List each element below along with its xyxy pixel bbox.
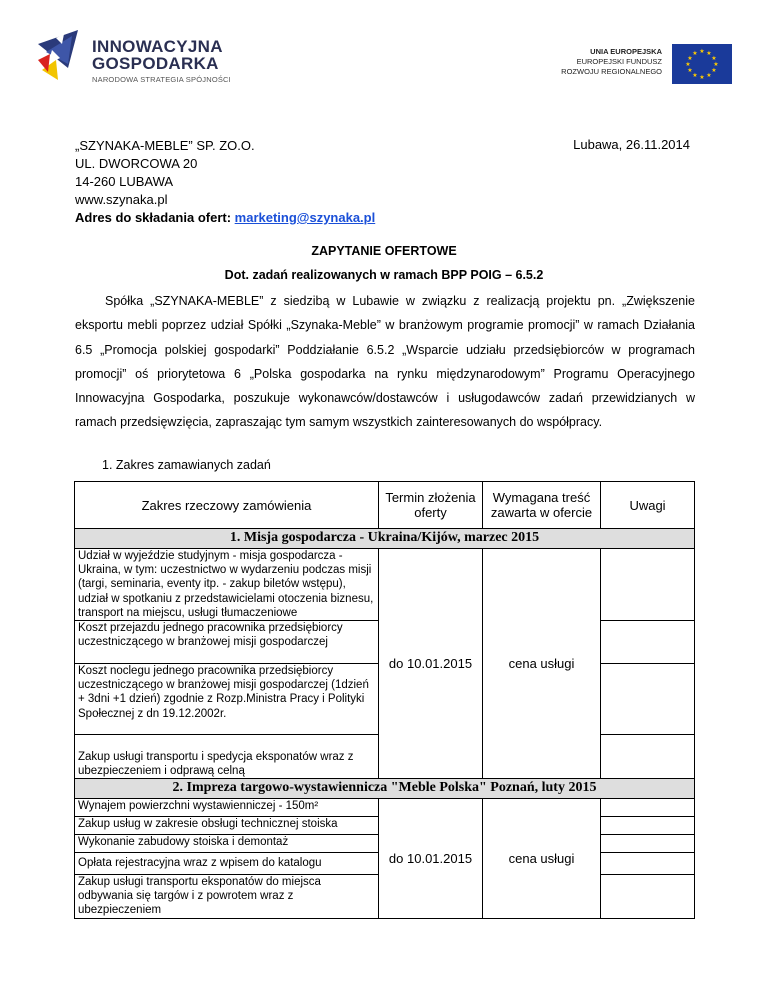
header-scope: Zakres rzeczowy zamówienia	[75, 482, 379, 529]
section-title: 2. Impreza targowo-wystawiennicza "Meble Polska" Poznań, luty 2015	[75, 779, 695, 799]
document-title: ZAPYTANIE OFERTOWE	[311, 244, 457, 258]
deadline-cell: do 10.01.2015	[379, 549, 483, 779]
notes-cell	[601, 664, 695, 735]
item-cell: Koszt noclegu jednego pracownika przedsiębiorcy uczestniczącego w branżowej misji gospodarczej (1dzień + 3dni +1 dzień) zgodnie z Rozp.Ministra Pracy i Polityki Społecznej z dn 19.12.2002r.	[75, 664, 379, 735]
innovative-economy-logo	[38, 30, 258, 90]
notes-cell	[601, 835, 695, 853]
deadline-cell: do 10.01.2015	[379, 799, 483, 919]
notes-cell	[601, 799, 695, 817]
table-row	[75, 799, 695, 817]
svg-text:★: ★	[711, 67, 717, 74]
table-row	[75, 549, 695, 621]
section-row	[75, 779, 695, 799]
sender-address	[75, 137, 375, 227]
intro-paragraph: Spółka „SZYNAKA-MEBLE” z siedzibą w Lubawie w związku z realizacją projektu pn. „Zwiększenie eksportu mebli poprzez udział Spółki „Szynaka-Meble” w branżowym programie promocji” w ramach Działania 6.5 „Promocja polskiej gospodarki” Poddziałanie 6.5.2 „Wsparcie udziału przedsiębiorców w programach promocji” oś priorytetowa 6 „Polska gospodarka na rynku międzynarodowym” Programu Operacyjnego Innowacyjna Gospodarka, poszukuje wykonawców/dostawców i usługodawców zadań przewidzianych w ramach przedsięwzięcia, zapraszając tym samym wszystkich zainteresowanych do współpracy.	[75, 294, 695, 430]
logo-line-1: INNOWACYJNA	[92, 37, 223, 56]
item-cell: Opłata rejestracyjna wraz z wpisem do katalogu	[75, 853, 379, 875]
svg-text:★: ★	[713, 61, 719, 68]
svg-text:★: ★	[706, 72, 712, 79]
svg-text:★: ★	[699, 74, 705, 81]
notes-cell	[601, 853, 695, 875]
svg-text:★: ★	[706, 50, 712, 57]
document-subtitle: Dot. zadań realizowanych w ramach BPP POIG – 6.5.2	[224, 268, 544, 282]
eu-text-line-3: ROZWOJU REGIONALNEGO	[561, 67, 662, 76]
innovative-economy-logo-icon	[38, 30, 88, 82]
svg-text:★: ★	[685, 61, 691, 68]
header-deadline: Termin złożenia oferty	[379, 482, 483, 529]
item-cell: Wykonanie zabudowy stoiska i demontaż	[75, 835, 379, 853]
sender-city: 14-260 LUBAWA	[75, 174, 174, 189]
item-cell: Koszt przejazdu jednego pracownika przedsiębiorcy uczestniczącego w branżowej misji gospodarczej	[75, 621, 379, 664]
eu-text-line-1: UNIA EUROPEJSKA	[590, 47, 662, 56]
item-cell: Zakup usługi transportu i spedycja eksponatów wraz z ubezpieczeniem i odprawą celną	[75, 735, 379, 779]
content-cell: cena usługi	[483, 799, 601, 919]
notes-cell	[601, 549, 695, 621]
eu-text-line-2: EUROPEJSKI FUNDUSZ	[576, 57, 662, 66]
section-title: 1. Misja gospodarcza - Ukraina/Kijów, marzec 2015	[75, 529, 695, 549]
eu-logo-text	[561, 47, 662, 77]
svg-text:★: ★	[699, 48, 705, 55]
section-row	[75, 529, 695, 549]
svg-text:★: ★	[692, 72, 698, 79]
notes-cell	[601, 621, 695, 664]
item-cell: Wynajem powierzchni wystawienniczej - 150m²	[75, 799, 379, 817]
notes-cell	[601, 875, 695, 919]
svg-text:★: ★	[687, 55, 693, 62]
content-cell: cena usługi	[483, 549, 601, 779]
sender-street: UL. DWORCOWA 20	[75, 156, 198, 171]
table-header-row	[75, 482, 695, 529]
sender-company: „SZYNAKA-MEBLE” SP. ZO.O.	[75, 138, 255, 153]
notes-cell	[601, 735, 695, 779]
notes-cell	[601, 817, 695, 835]
list-item-scope: 1. Zakres zamawianych zadań	[102, 458, 271, 472]
logo-line-3: NARODOWA STRATEGIA SPÓJNOŚCI	[92, 75, 231, 84]
offer-table	[74, 481, 695, 919]
item-cell: Zakup usługi transportu eksponatów do miejsca odbywania się targów i z powrotem wraz z ubezpieczeniem	[75, 875, 379, 919]
item-cell: Udział w wyjeździe studyjnym - misja gospodarcza - Ukraina, w tym: uczestnictwo w wydarzeniu podczas misji (targi, seminaria, eventy itp. - zakup biletów wstępu), udział w spotkaniu z przedstawicielami otoczenia biznesu, transport na miejscu, usługi tłumaczeniowe	[75, 549, 379, 621]
svg-text:★: ★	[711, 55, 717, 62]
svg-text:★: ★	[692, 50, 698, 57]
eu-flag-icon	[672, 44, 732, 84]
place-date: Lubawa, 26.11.2014	[573, 137, 690, 152]
svg-text:★: ★	[687, 67, 693, 74]
offers-address-line	[75, 209, 375, 227]
header-notes: Uwagi	[601, 482, 695, 529]
offers-email-link[interactable]: marketing@szynaka.pl	[234, 210, 376, 225]
sender-website: www.szynaka.pl	[75, 192, 168, 207]
offers-label: Adres do składania ofert:	[75, 210, 235, 225]
eu-logo	[532, 44, 732, 84]
logo-line-2: GOSPODARKA	[92, 54, 219, 73]
header-content: Wymagana treść zawarta w ofercie	[483, 482, 601, 529]
item-cell: Zakup usług w zakresie obsługi technicznej stoiska	[75, 817, 379, 835]
